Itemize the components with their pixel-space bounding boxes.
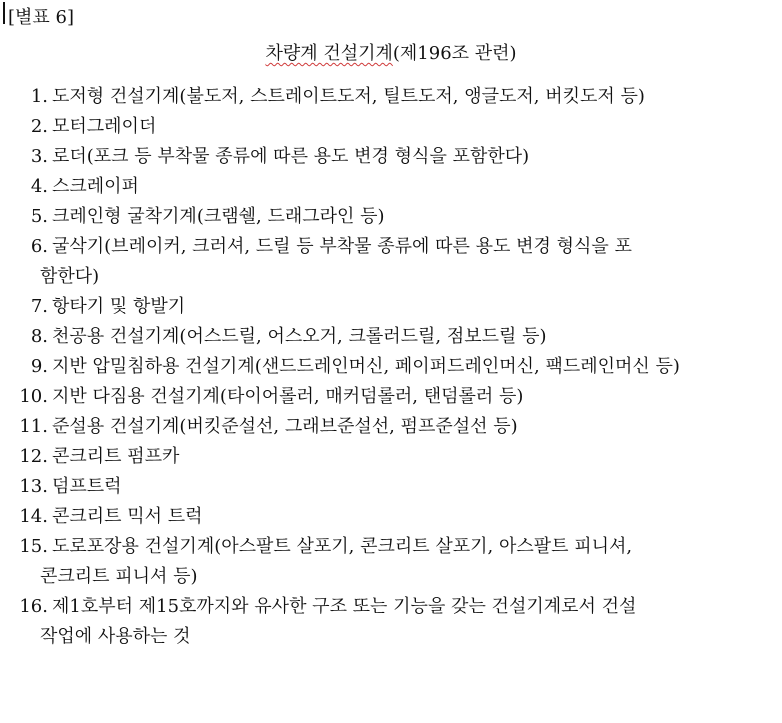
list-item bbox=[0, 232, 782, 262]
list-item bbox=[0, 472, 782, 502]
item-number: 5. bbox=[30, 206, 48, 227]
list-item bbox=[0, 112, 782, 142]
item-text: 준설용 건설기계(버킷준설선, 그래브준설선, 펌프준설선 등) bbox=[52, 416, 518, 437]
item-text: 콘크리트 펌프카 bbox=[52, 446, 180, 467]
item-number: 4. bbox=[30, 176, 48, 197]
item-text: 도로포장용 건설기계(아스팔트 살포기, 콘크리트 살포기, 아스팔트 피니셔, bbox=[52, 536, 633, 557]
list-item bbox=[0, 322, 782, 352]
item-text: 모터그레이더 bbox=[52, 116, 157, 137]
list-item bbox=[0, 442, 782, 472]
item-number: 11. bbox=[19, 416, 48, 437]
item-text: 도저형 건설기계(불도저, 스트레이트도저, 틸트도저, 앵글도저, 버킷도저 등) bbox=[52, 86, 645, 107]
item-number: 3. bbox=[30, 146, 48, 167]
item-number: 1. bbox=[30, 86, 48, 107]
item-number: 10. bbox=[19, 386, 48, 407]
item-continuation: 함한다) bbox=[40, 266, 100, 287]
list-item bbox=[0, 352, 782, 382]
list-item bbox=[0, 292, 782, 322]
item-text: 콘크리트 믹서 트럭 bbox=[52, 506, 203, 527]
item-number: 12. bbox=[19, 446, 48, 467]
item-text: 굴삭기(브레이커, 크러셔, 드릴 등 부착물 종류에 따른 용도 변경 형식을 포 bbox=[52, 236, 632, 257]
item-text: 스크레이퍼 bbox=[52, 176, 139, 197]
item-list bbox=[0, 82, 782, 652]
item-number: 7. bbox=[30, 296, 48, 317]
list-item bbox=[0, 592, 782, 622]
item-text: 항타기 및 항발기 bbox=[52, 296, 186, 317]
item-text: 지반 다짐용 건설기계(타이어롤러, 매커덤롤러, 탠덤롤러 등) bbox=[52, 386, 524, 407]
item-text: 제1호부터 제15호까지와 유사한 구조 또는 기능을 갖는 건설기계로서 건설 bbox=[52, 596, 637, 617]
item-text: 로더(포크 등 부착물 종류에 따른 용도 변경 형식을 포함한다) bbox=[52, 146, 530, 167]
item-number: 8. bbox=[30, 326, 48, 347]
list-item bbox=[0, 532, 782, 562]
list-item bbox=[0, 502, 782, 532]
item-continuation: 콘크리트 피니셔 등) bbox=[40, 566, 198, 587]
list-item bbox=[0, 202, 782, 232]
list-item bbox=[0, 82, 782, 112]
item-text: 크레인형 굴착기계(크램쉘, 드래그라인 등) bbox=[52, 206, 385, 227]
title-reference: (제196조 관련) bbox=[392, 43, 517, 64]
item-text: 덤프트럭 bbox=[52, 476, 122, 497]
item-number: 6. bbox=[30, 236, 48, 257]
list-item bbox=[0, 142, 782, 172]
list-item bbox=[0, 382, 782, 412]
text-cursor bbox=[3, 2, 5, 24]
list-item bbox=[0, 412, 782, 442]
title-main: 차량계 건설기계 bbox=[265, 43, 393, 64]
document-title bbox=[0, 42, 782, 66]
item-number: 13. bbox=[19, 476, 48, 497]
item-text: 지반 압밀침하용 건설기계(샌드드레인머신, 페이퍼드레인머신, 팩드레인머신 등) bbox=[52, 356, 680, 377]
item-continuation: 작업에 사용하는 것 bbox=[40, 626, 191, 647]
appendix-tag: [별표 6] bbox=[8, 7, 74, 28]
item-number: 14. bbox=[19, 506, 48, 527]
item-number: 2. bbox=[30, 116, 48, 137]
list-item bbox=[0, 172, 782, 202]
item-number: 15. bbox=[19, 536, 48, 557]
item-text: 천공용 건설기계(어스드릴, 어스오거, 크롤러드릴, 점보드릴 등) bbox=[52, 326, 547, 347]
item-number: 9. bbox=[30, 356, 48, 377]
item-number: 16. bbox=[19, 596, 48, 617]
